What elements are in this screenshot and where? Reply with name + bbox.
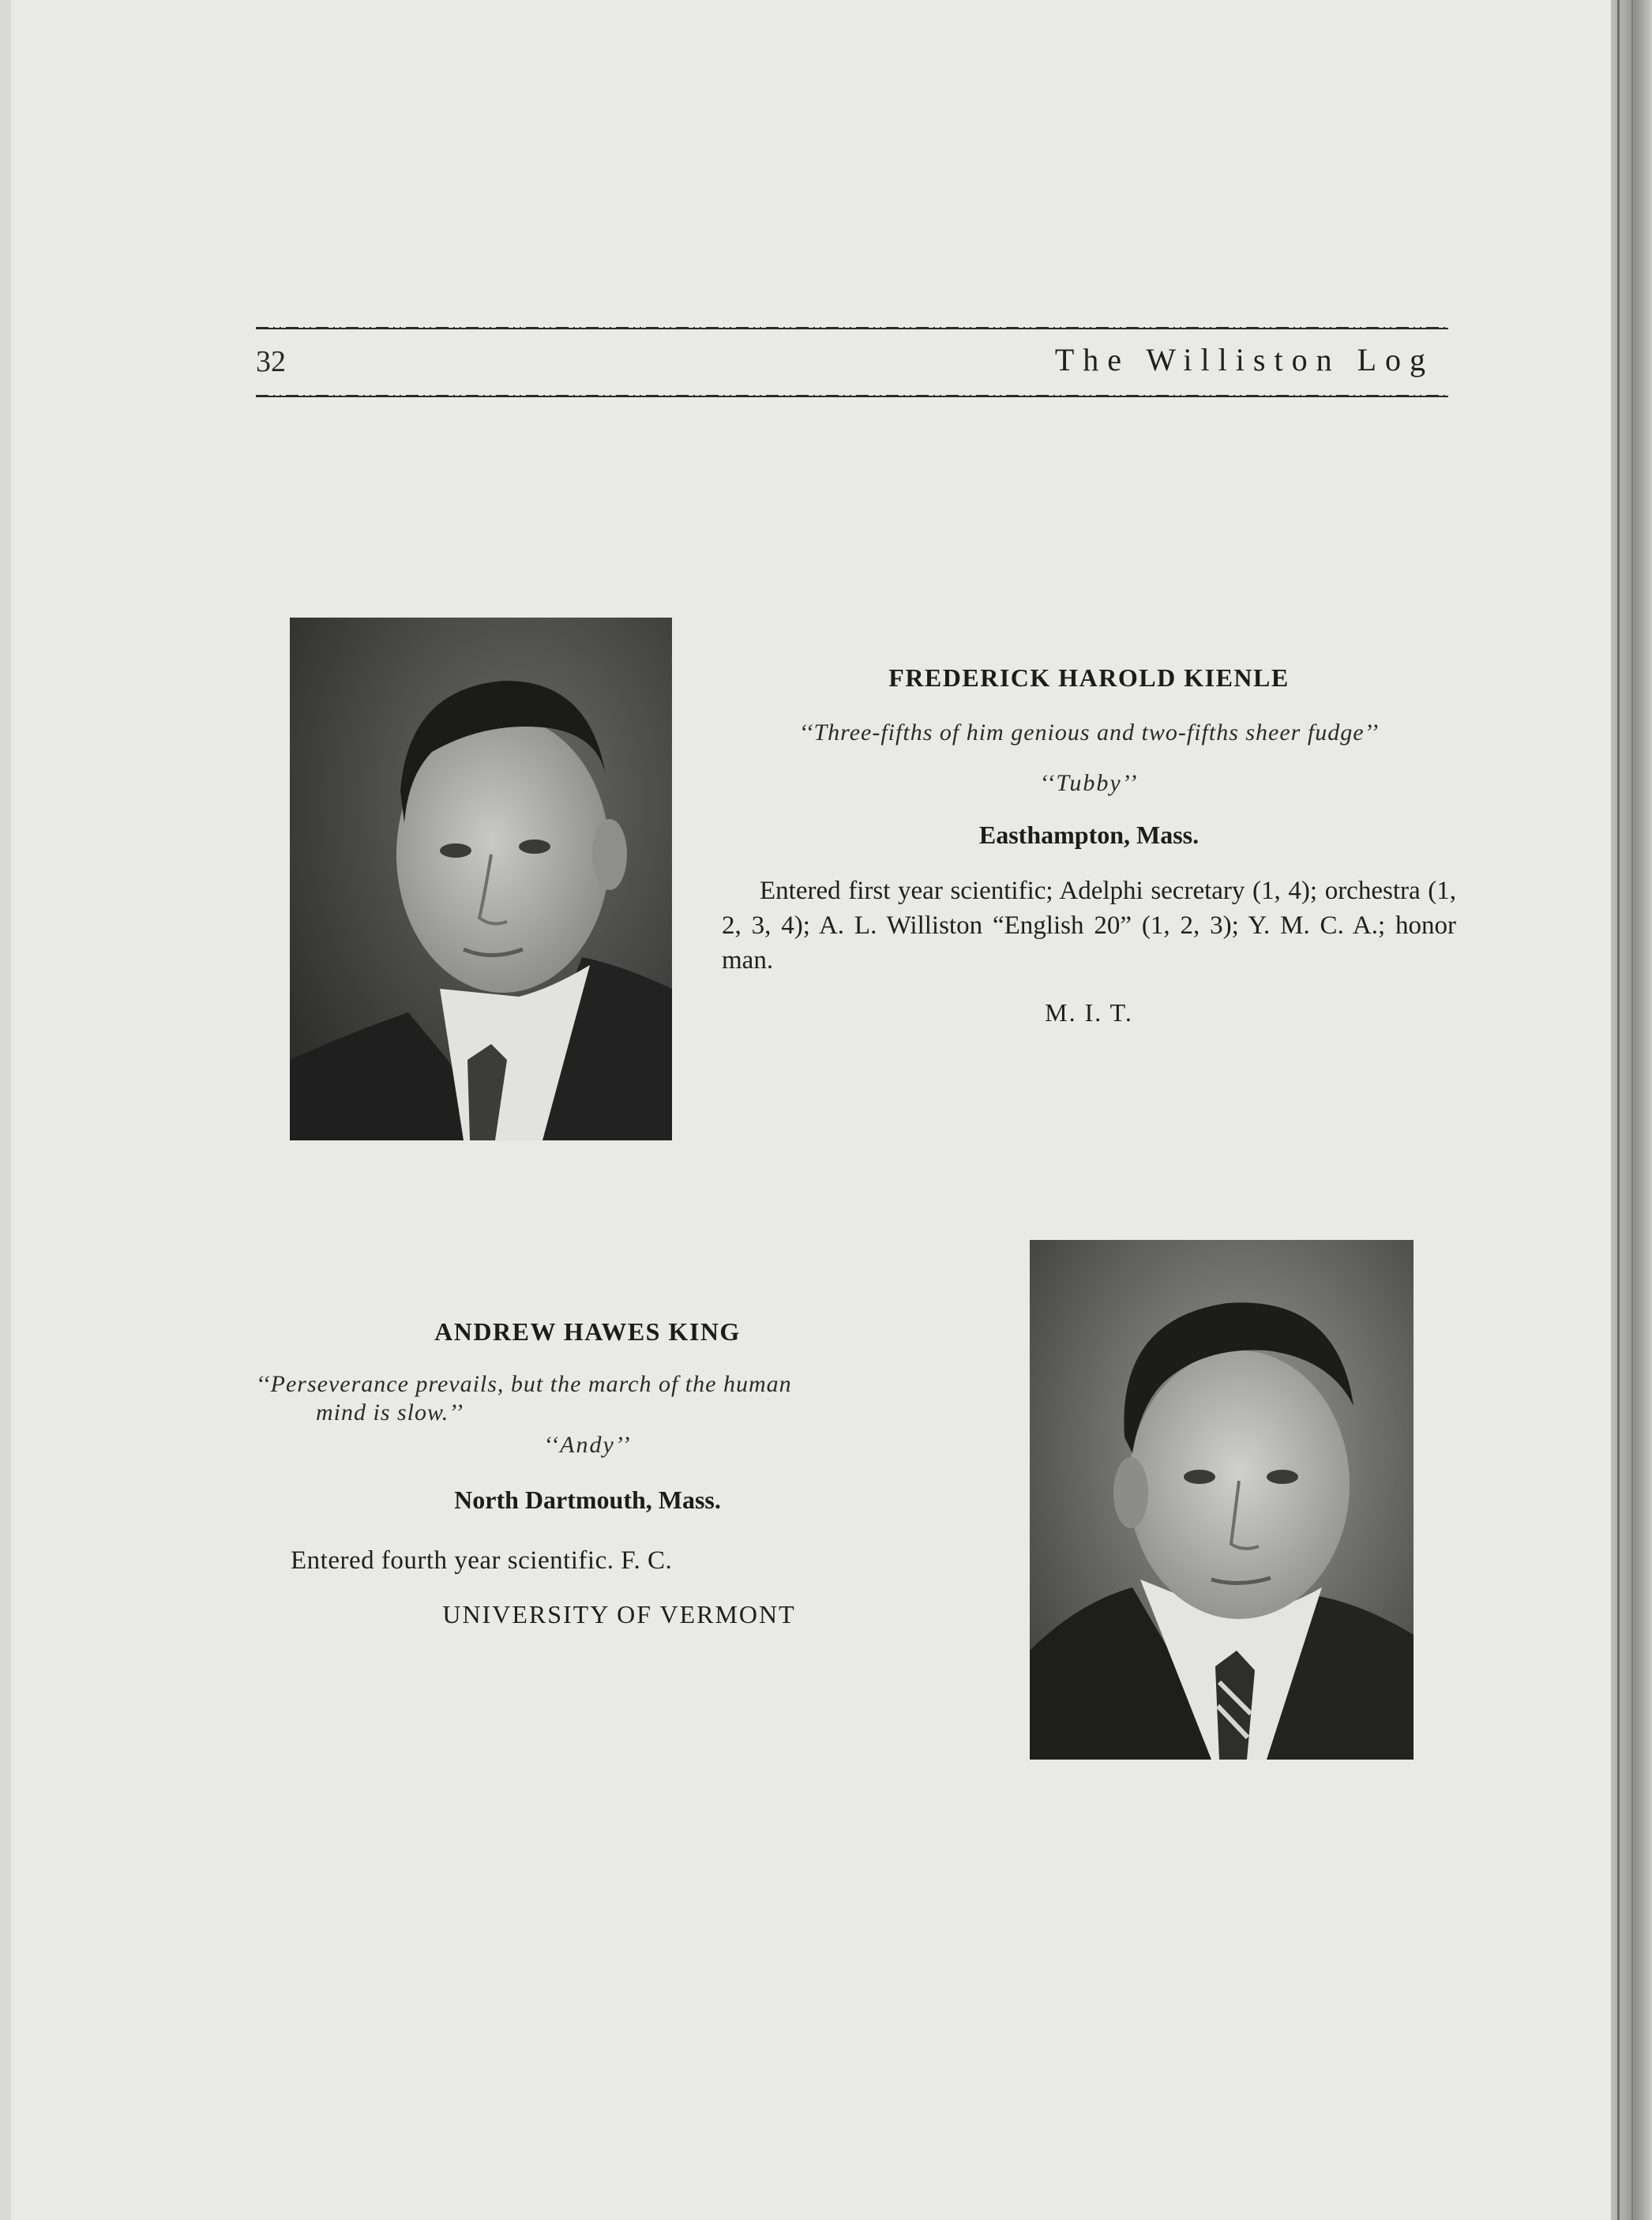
book-spine-edge bbox=[1611, 0, 1652, 2220]
student-quote-line-2: mind is slow.’’ bbox=[316, 1399, 464, 1426]
student-quote: ‘‘Three-fifths of him genious and two-fifths sheer fudge’’ bbox=[798, 719, 1380, 746]
student-quote-line-1: ‘‘Perseverance prevails, but the march of the human bbox=[256, 1371, 792, 1397]
student-record: Entered fourth year scientific. F. C. bbox=[291, 1546, 673, 1575]
student-quote bbox=[256, 1370, 974, 1427]
student-nickname: ‘‘Andy’’ bbox=[543, 1432, 632, 1458]
running-title: The Williston Log bbox=[1054, 342, 1434, 378]
yearbook-page bbox=[11, 0, 1622, 2220]
student-entry-kienle bbox=[722, 663, 1456, 1027]
header-rule-bottom bbox=[256, 393, 1448, 400]
portrait-photo-kienle bbox=[290, 618, 672, 1140]
header-rule-top bbox=[256, 325, 1448, 332]
student-name: FREDERICK HAROLD KIENLE bbox=[888, 663, 1290, 692]
student-entry-king bbox=[256, 1317, 982, 1629]
student-hometown: North Dartmouth, Mass. bbox=[454, 1486, 721, 1514]
student-hometown: Easthampton, Mass. bbox=[978, 821, 1200, 849]
student-record: Entered first year scientific; Adelphi secretary (1, 4); orchestra (1, 2, 3, 4); A. L. Williston “English 20” (1, 2, 3); Y. M. C. A.; honor man. bbox=[722, 877, 1456, 975]
page-number: 32 bbox=[256, 345, 286, 378]
student-nickname: ‘‘Tubby’’ bbox=[1039, 770, 1139, 796]
student-destination: UNIVERSITY OF VERMONT bbox=[442, 1600, 796, 1628]
portrait-photo-king bbox=[1030, 1240, 1414, 1760]
student-destination: M. I. T. bbox=[1045, 998, 1133, 1027]
student-name: ANDREW HAWES KING bbox=[434, 1317, 741, 1346]
